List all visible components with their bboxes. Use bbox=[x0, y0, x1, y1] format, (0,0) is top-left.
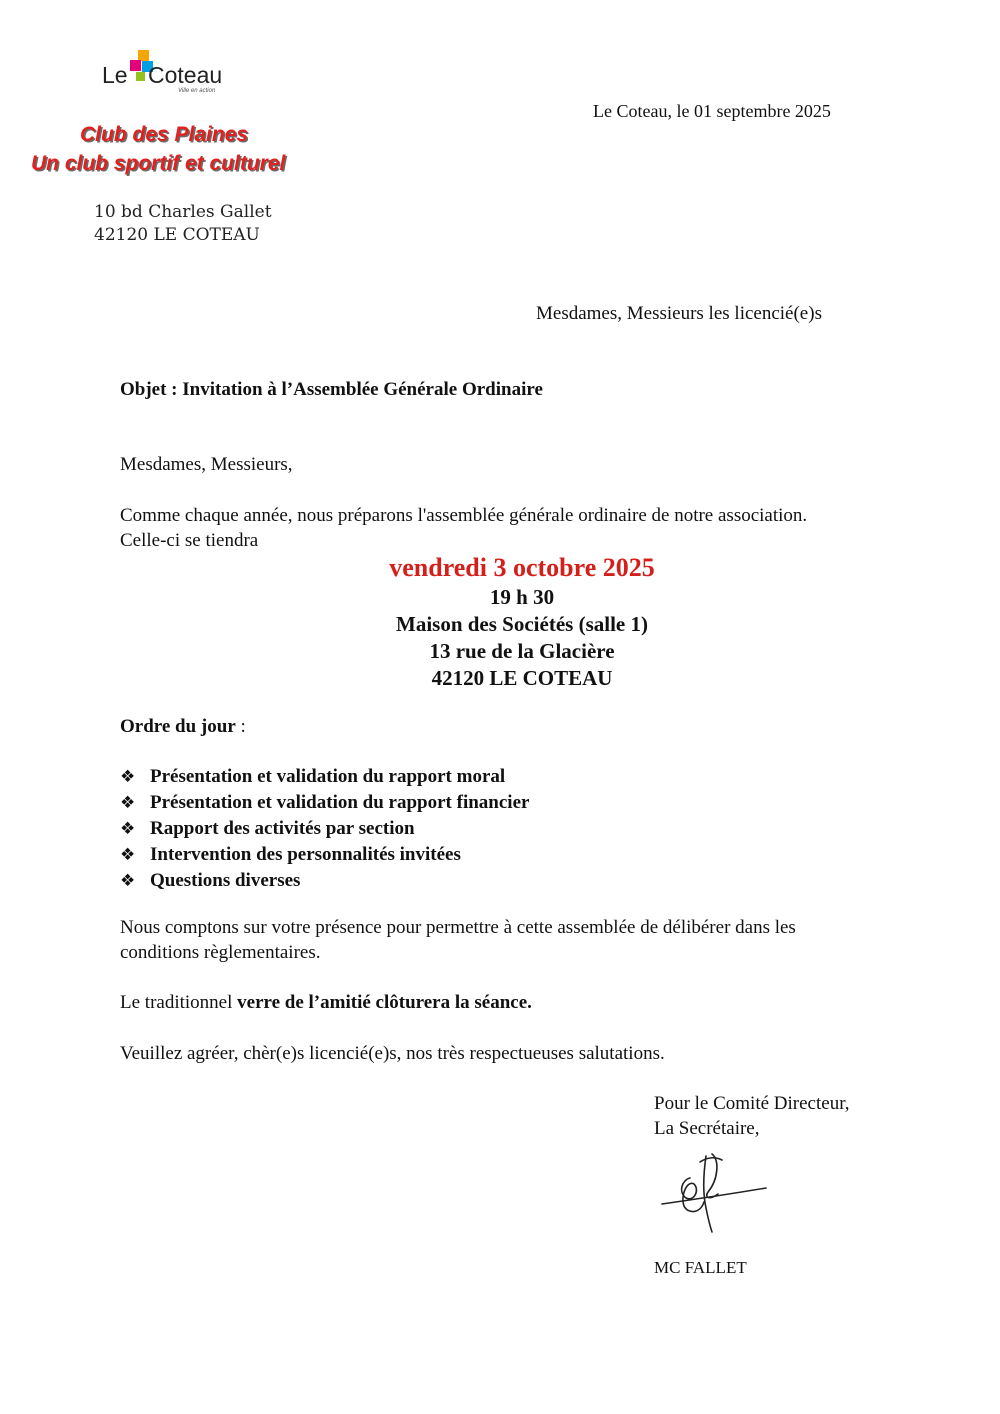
logo-square-green bbox=[136, 72, 145, 81]
salutation: Mesdames, Messieurs, bbox=[120, 454, 293, 475]
agenda-item-text: Présentation et validation du rapport financier bbox=[150, 792, 530, 813]
sender-city: 42120 LE COTEAU bbox=[94, 225, 260, 245]
presence-line-1: Nous comptons sur votre présence pour permettre à cette assemblée de délibérer dans les bbox=[120, 917, 796, 938]
logo-subtitle: Ville en action bbox=[178, 88, 216, 94]
regards: Veuillez agréer, chèr(e)s licencié(e)s, nos très respectueuses salutations. bbox=[120, 1043, 665, 1064]
diamond-bullet-icon: ❖ bbox=[120, 793, 136, 813]
agenda-item bbox=[120, 790, 529, 816]
event-street: 13 rue de la Glacière bbox=[429, 639, 615, 663]
closing-note-prefix: Le traditionnel bbox=[120, 992, 238, 1013]
agenda-item-text: Intervention des personnalités invitées bbox=[150, 844, 461, 865]
sender-address bbox=[94, 201, 272, 247]
diamond-bullet-icon: ❖ bbox=[120, 819, 136, 839]
agenda-item-text: Questions diverses bbox=[150, 870, 301, 891]
sender-street: 10 bd Charles Gallet bbox=[94, 202, 272, 222]
logo-coteau-text: Coteau bbox=[148, 62, 223, 88]
agenda-item bbox=[120, 764, 529, 790]
logo-square-magenta bbox=[130, 60, 141, 71]
place-date: Le Coteau, le 01 septembre 2025 bbox=[593, 101, 831, 121]
event-venue: Maison des Sociétés (salle 1) bbox=[396, 612, 648, 636]
logo-le-text: Le bbox=[102, 62, 128, 88]
agenda-title-suffix: : bbox=[235, 716, 246, 737]
diamond-bullet-icon: ❖ bbox=[120, 871, 136, 891]
signatory-name: MC FALLET bbox=[654, 1258, 747, 1277]
subject-line bbox=[120, 377, 543, 402]
agenda-item-text: Rapport des activités par section bbox=[150, 818, 415, 839]
agenda-heading bbox=[120, 714, 246, 739]
agenda-item bbox=[120, 816, 529, 842]
presence-line-2: conditions règlementaires. bbox=[120, 942, 321, 963]
le-coteau-logo bbox=[100, 46, 240, 98]
club-name: Club des Plaines bbox=[80, 123, 249, 146]
event-time: 19 h 30 bbox=[489, 585, 555, 609]
diamond-bullet-icon: ❖ bbox=[120, 845, 136, 865]
recipient: Mesdames, Messieurs les licencié(e)s bbox=[536, 303, 822, 324]
subject-label: Objet : bbox=[120, 379, 183, 400]
diamond-bullet-icon: ❖ bbox=[120, 767, 136, 787]
closing-note bbox=[120, 990, 532, 1015]
intro-line-2: Celle-ci se tiendra bbox=[120, 530, 259, 551]
club-tagline: Un club sportif et culturel bbox=[31, 152, 286, 175]
event-city: 42120 LE COTEAU bbox=[431, 666, 613, 690]
event-details bbox=[0, 552, 1000, 692]
agenda-item bbox=[120, 842, 529, 868]
closing-note-bold: verre de l’amitié clôturera la séance. bbox=[237, 992, 532, 1013]
agenda-list bbox=[120, 764, 529, 894]
intro-line-1: Comme chaque année, nous préparons l'assemblée générale ordinaire de notre association. bbox=[120, 505, 808, 526]
agenda-item-text: Présentation et validation du rapport moral bbox=[150, 766, 506, 787]
handwritten-signature bbox=[660, 1150, 770, 1240]
subject-text: Invitation à l’Assemblée Générale Ordinaire bbox=[182, 379, 543, 400]
agenda-title: Ordre du jour bbox=[120, 716, 236, 737]
agenda-item bbox=[120, 868, 529, 894]
event-date: vendredi 3 octobre 2025 bbox=[389, 553, 655, 582]
signoff-line-1: Pour le Comité Directeur, bbox=[654, 1093, 850, 1114]
signoff-line-2: La Secrétaire, bbox=[654, 1118, 760, 1139]
